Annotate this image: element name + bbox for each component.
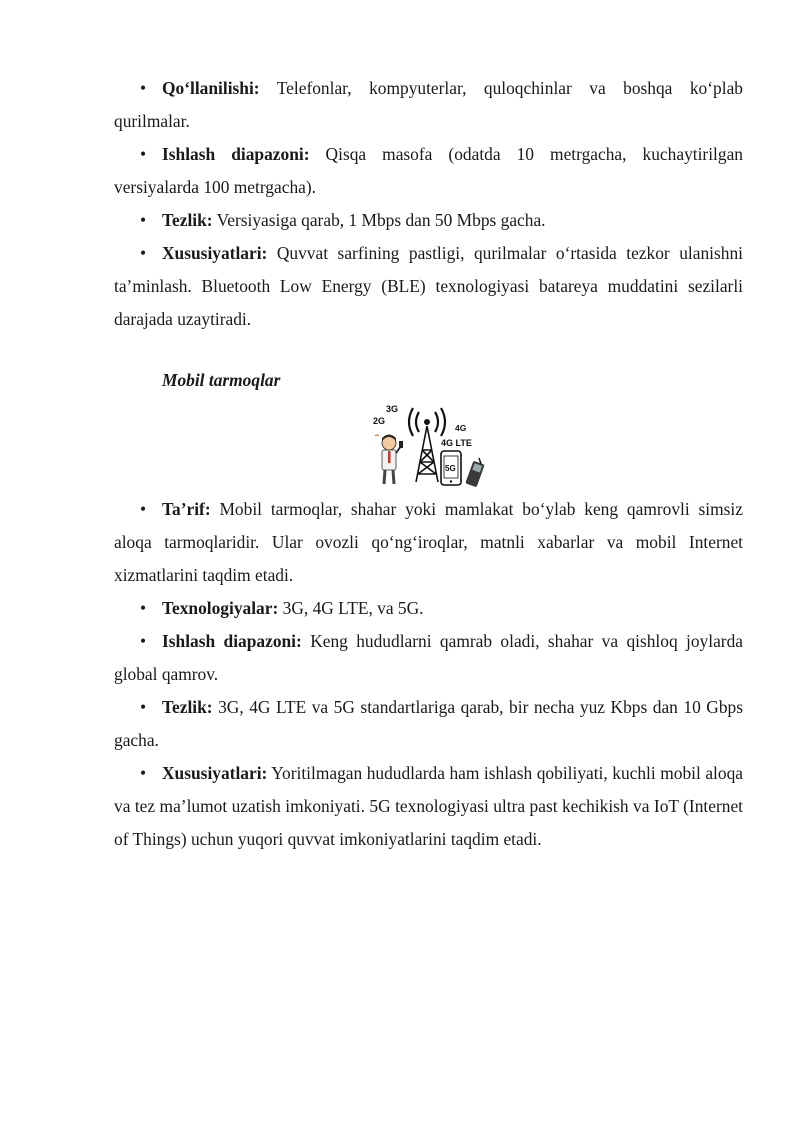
list-item [114, 72, 743, 138]
bluetooth-list [114, 72, 743, 336]
bullet-icon: • [140, 598, 147, 618]
label-3g: 3G [386, 404, 399, 414]
item-text: Versiyasiga qarab, 1 Mbps dan 50 Mbps gacha. [216, 210, 546, 230]
section-heading: Mobil tarmoqlar [162, 370, 281, 390]
bullet-icon: • [140, 697, 147, 717]
bullet-icon: • [140, 499, 147, 519]
list-item [114, 757, 743, 856]
item-text: Keng hududlarni qamrab oladi, shahar va qishloq joylarda global qamrov. [114, 631, 743, 684]
item-label: Tezlik: [162, 210, 213, 230]
label-5g: 5G [445, 464, 456, 473]
bullet-icon: • [140, 144, 147, 164]
list-item [114, 592, 743, 625]
person-icon [375, 435, 403, 485]
item-label: Qo‘llanilishi: [162, 78, 260, 98]
mobile-network-illustration-icon [369, 398, 493, 494]
item-text: Quvvat sarfining pastligi, qurilmalar o‘rtasida tezkor ulanishni ta’minlash. Bluetooth Low Energy (BLE) texnologiyasi batareya muddatini sezilarli darajada uzaytiradi. [114, 243, 743, 329]
item-text: Telefonlar, kompyuterlar, quloqchinlar va boshqa ko‘plab qurilmalar. [114, 78, 743, 131]
list-item [114, 493, 743, 592]
item-label: Xususiyatlari: [162, 763, 268, 783]
item-text: Mobil tarmoqlar, shahar yoki mamlakat bo‘ylab keng qamrovli simsiz aloqa tarmoqlaridir. Ular ovozli qo‘ng‘iroqlar, matnli xabarlar va mobil Internet xizmatlarini taqdim etadi. [114, 499, 743, 585]
item-label: Texnologiyalar: [162, 598, 279, 618]
item-text: Yoritilmagan hududlarda ham ishlash qobiliyati, kuchli mobil aloqa va tez ma’lumot uzatish imkoniyati. 5G texnologiyasi ultra past kechikish va IoT (Internet of Things) uchun yuqori quvvat imkoniyatlarini taqdim etadi. [114, 763, 743, 849]
item-label: Ishlash diapazoni: [162, 631, 302, 651]
bullet-icon: • [140, 78, 147, 98]
list-item [114, 625, 743, 691]
item-text: Qisqa masofa (odatda 10 metrgacha, kuchaytirilgan versiyalarda 100 metrgacha). [114, 144, 743, 197]
list-item [114, 204, 743, 237]
item-label: Tezlik: [162, 697, 213, 717]
smartphone-icon [441, 451, 461, 485]
bullet-icon: • [140, 210, 147, 230]
list-item [114, 691, 743, 757]
item-text: 3G, 4G LTE va 5G standartlariga qarab, bir necha yuz Kbps dan 10 Gbps gacha. [114, 697, 743, 750]
label-4g-lte: 4G LTE [441, 438, 472, 448]
item-label: Ishlash diapazoni: [162, 144, 310, 164]
mobile-network-list [114, 493, 743, 856]
item-label: Ta’rif: [162, 499, 211, 519]
label-2g: 2G [373, 416, 386, 426]
label-4g: 4G [455, 423, 467, 433]
list-item [114, 237, 743, 336]
feature-phone-icon [465, 458, 484, 487]
bullet-icon: • [140, 243, 147, 263]
bullet-icon: • [140, 763, 147, 783]
bullet-icon: • [140, 631, 147, 651]
item-label: Xususiyatlari: [162, 243, 268, 263]
list-item [114, 138, 743, 204]
item-text: 3G, 4G LTE, va 5G. [282, 598, 424, 618]
cell-tower-icon [416, 426, 438, 482]
